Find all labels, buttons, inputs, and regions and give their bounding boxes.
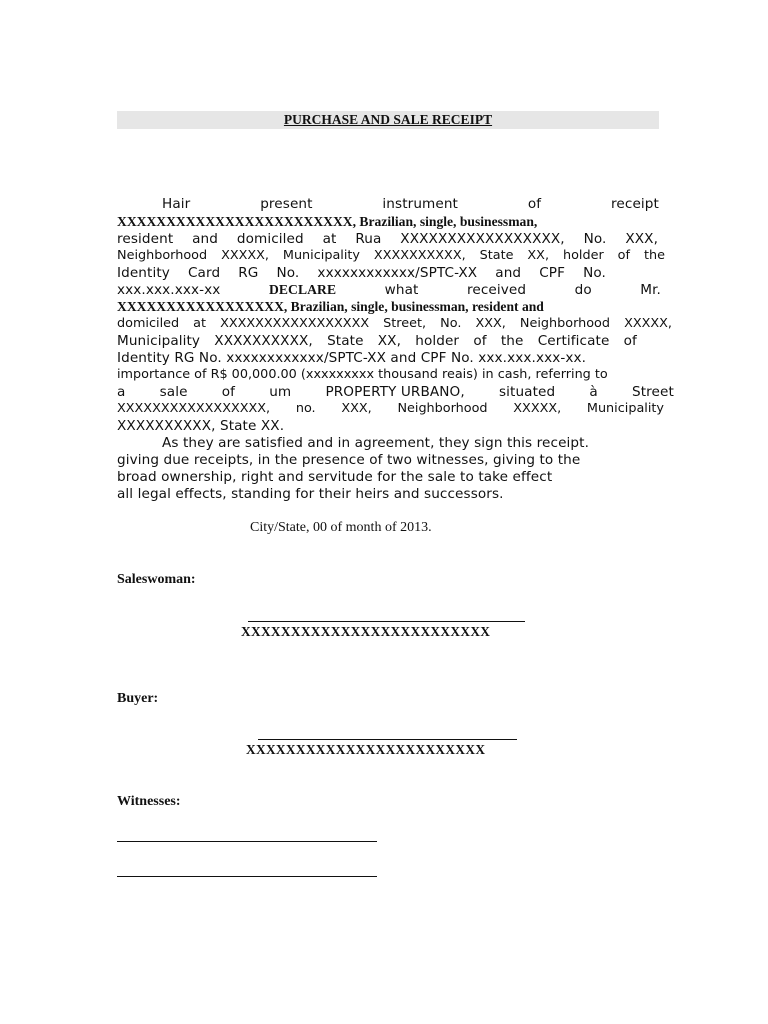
body-line-10: Identity RG No. xxxxxxxxxxxx/SPTC-XX and CPF No. xxx.xxx.xxx-xx.	[117, 350, 587, 366]
word: received	[466, 282, 527, 298]
word: à	[589, 384, 598, 400]
body-line-4	[117, 248, 665, 263]
word: Neighborhood	[519, 316, 611, 331]
word: at	[322, 231, 337, 247]
witnesses-label: Witnesses:	[117, 794, 181, 809]
saleswoman-name: XXXXXXXXXXXXXXXXXXXXXXXXX	[241, 624, 491, 639]
word: XXXXXXXXXX,	[373, 248, 466, 263]
body-line-5	[117, 265, 606, 281]
word: XX,	[527, 248, 550, 263]
word: XXX,	[625, 231, 658, 247]
word: domiciled	[236, 231, 304, 247]
body-line-2: XXXXXXXXXXXXXXXXXXXXXXXX, Brazilian, single, businessman,	[117, 214, 538, 229]
word: XXX,	[341, 401, 372, 416]
witness-1-signature-line	[117, 841, 377, 842]
word: XXXXXXXXXX,	[214, 333, 313, 349]
word: No.	[583, 265, 606, 281]
word: State	[479, 248, 514, 263]
word: DECLARE	[268, 282, 337, 297]
word: CPF	[539, 265, 566, 281]
word: holder	[415, 333, 460, 349]
body-line-12	[117, 384, 674, 400]
word: XXXXX,	[624, 316, 672, 331]
word: Hair	[162, 196, 191, 212]
word: No.	[276, 265, 300, 281]
word: Neighborhood	[397, 401, 488, 416]
body-line-14: XXXXXXXXXX, State XX.	[117, 418, 285, 434]
body-line-8	[117, 316, 672, 331]
body-line-6	[117, 282, 661, 298]
word: do	[574, 282, 592, 298]
word: of	[623, 333, 637, 349]
word: situated	[498, 384, 556, 400]
saleswoman-signature-line	[248, 621, 525, 622]
word: sale	[159, 384, 188, 400]
document-title: PURCHASE AND SALE RECEIPT	[283, 112, 493, 127]
word: Card	[187, 265, 221, 281]
word: of	[527, 196, 542, 212]
word: of	[617, 248, 630, 263]
word: Municipality	[117, 333, 201, 349]
witness-2-signature-line	[117, 876, 377, 877]
word: XXXXX,	[221, 248, 269, 263]
place-date: City/State, 00 of month of 2013.	[250, 520, 432, 535]
word: Street	[632, 384, 674, 400]
word: receipt	[611, 196, 659, 212]
body-line-18: all legal effects, standing for their heirs and successors.	[117, 486, 504, 502]
word: Neighborhood	[117, 248, 208, 263]
saleswoman-label: Saleswoman:	[117, 572, 196, 587]
word: at	[193, 316, 207, 331]
word: No.	[440, 316, 462, 331]
word: XXXXXXXXXXXXXXXXX,	[117, 401, 271, 416]
word: XX,	[377, 333, 402, 349]
word: XXXXXXXXXXXXXXXXX,	[400, 231, 565, 247]
body-line-7: XXXXXXXXXXXXXXXXX, Brazilian, single, businessman, resident and	[117, 299, 544, 314]
word: holder	[562, 248, 604, 263]
document-title-bar	[117, 111, 659, 129]
buyer-name: XXXXXXXXXXXXXXXXXXXXXXXX	[246, 742, 486, 757]
word: Municipality	[586, 401, 664, 416]
word: and	[495, 265, 522, 281]
word: present	[260, 196, 313, 212]
word: Rua	[355, 231, 382, 247]
body-line-16: giving due receipts, in the presence of two witnesses, giving to the	[117, 452, 581, 468]
word: resident	[117, 231, 174, 247]
body-line-11: importance of R$ 00,000.00 (xxxxxxxxx thousand reais) in cash, referring to	[117, 367, 608, 382]
word: the	[500, 333, 524, 349]
body-line-9	[117, 333, 637, 349]
word: Mr.	[640, 282, 661, 298]
body-line-15: As they are satisfied and in agreement, they sign this receipt.	[162, 435, 590, 451]
body-line-3	[117, 231, 658, 247]
word: domiciled	[117, 316, 180, 331]
word: instrument	[382, 196, 458, 212]
body-line-13	[117, 401, 664, 416]
word: of	[473, 333, 487, 349]
word: a	[117, 384, 126, 400]
word: State	[327, 333, 364, 349]
word: XXXXXXXXXXXXXXXXX	[220, 316, 370, 331]
buyer-label: Buyer:	[117, 691, 159, 706]
body-line-1	[117, 196, 659, 212]
word: RG	[238, 265, 259, 281]
word: and	[192, 231, 218, 247]
word: no.	[295, 401, 316, 416]
word: Identity	[117, 265, 170, 281]
word: Certificate	[537, 333, 610, 349]
word: Street,	[383, 316, 427, 331]
word: No.	[583, 231, 607, 247]
word: the	[643, 248, 665, 263]
word: Municipality	[282, 248, 360, 263]
word: xxxxxxxxxxxx/SPTC-XX	[317, 265, 478, 281]
word: PROPERTY URBANO,	[325, 384, 465, 400]
word: xxx.xxx.xxx-xx	[117, 282, 221, 298]
word: XXXXX,	[513, 401, 562, 416]
word: XXX,	[475, 316, 506, 331]
buyer-signature-line	[258, 739, 517, 740]
word: um	[269, 384, 292, 400]
body-line-17: broad ownership, right and servitude for the sale to take effect	[117, 469, 553, 485]
word: of	[221, 384, 236, 400]
word: what	[384, 282, 419, 298]
